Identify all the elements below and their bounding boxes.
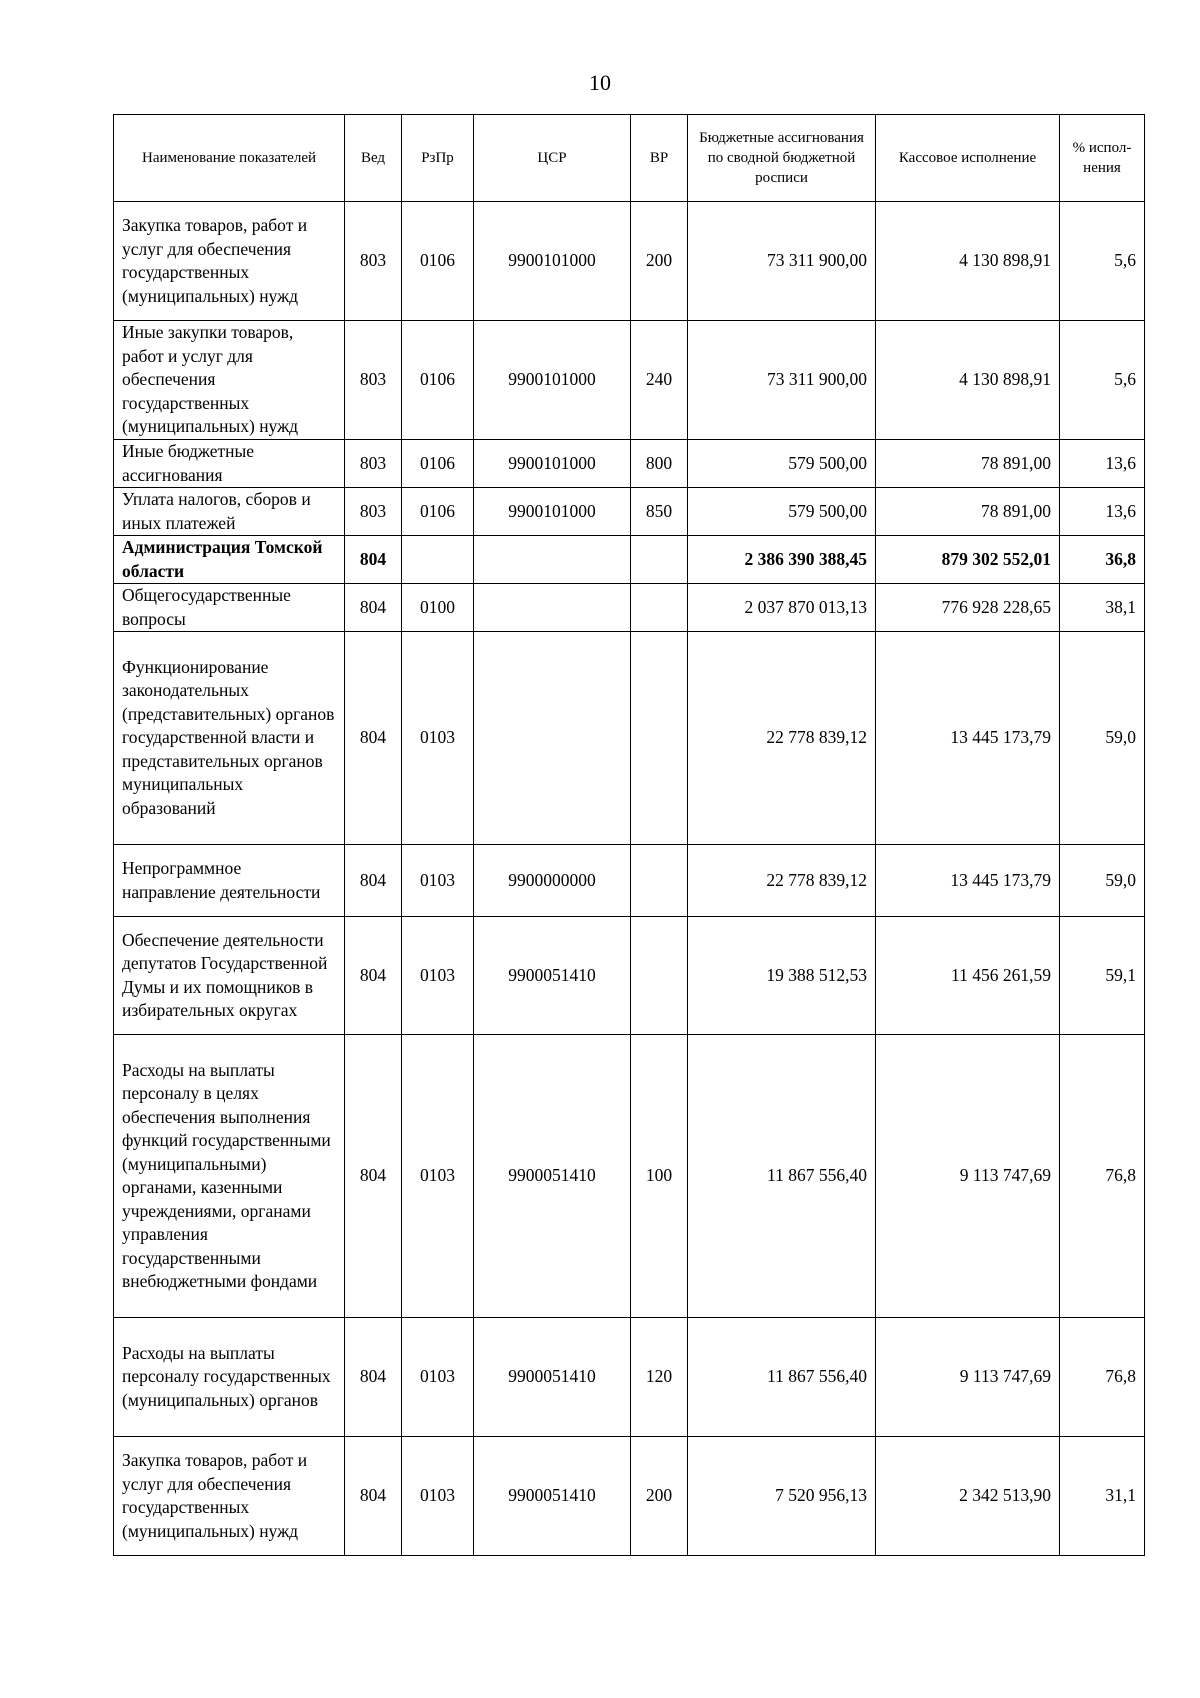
row-pct: 59,0 xyxy=(1060,632,1145,845)
row-budget: 11 867 556,40 xyxy=(688,1035,876,1318)
header-ved: Вед xyxy=(345,115,402,202)
row-csr: 9900051410 xyxy=(474,1437,631,1556)
table-row xyxy=(114,1318,1145,1437)
row-pct: 38,1 xyxy=(1060,584,1145,632)
table-row xyxy=(114,584,1145,632)
row-vr: 800 xyxy=(631,440,688,488)
row-csr xyxy=(474,632,631,845)
row-cash: 78 891,00 xyxy=(876,488,1060,536)
row-rzpr: 0103 xyxy=(402,1318,474,1437)
row-budget: 579 500,00 xyxy=(688,440,876,488)
row-name: Расходы на выплаты персоналу государственных (муниципальных) органов xyxy=(114,1318,345,1437)
row-rzpr: 0106 xyxy=(402,321,474,440)
row-csr: 9900101000 xyxy=(474,321,631,440)
row-rzpr: 0103 xyxy=(402,632,474,845)
row-pct: 5,6 xyxy=(1060,202,1145,321)
row-name: Функционирование законодательных (представительных) органов государственной власти и представительных органов муниципальных образований xyxy=(114,632,345,845)
row-csr: 9900000000 xyxy=(474,845,631,917)
row-ved: 803 xyxy=(345,440,402,488)
row-cash: 879 302 552,01 xyxy=(876,536,1060,584)
row-csr: 9900051410 xyxy=(474,1035,631,1318)
row-name: Закупка товаров, работ и услуг для обеспечения государственных (муниципальных) нужд xyxy=(114,1437,345,1556)
table-row xyxy=(114,321,1145,440)
row-budget: 579 500,00 xyxy=(688,488,876,536)
row-csr xyxy=(474,536,631,584)
row-name: Иные бюджетные ассигнования xyxy=(114,440,345,488)
budget-table xyxy=(113,114,1145,1556)
table-row xyxy=(114,917,1145,1035)
page-number: 10 xyxy=(589,70,611,95)
row-name: Уплата налогов, сборов и иных платежей xyxy=(114,488,345,536)
row-csr xyxy=(474,584,631,632)
row-budget: 19 388 512,53 xyxy=(688,917,876,1035)
row-cash: 9 113 747,69 xyxy=(876,1035,1060,1318)
table-row xyxy=(114,1437,1145,1556)
row-vr: 200 xyxy=(631,1437,688,1556)
table-header-row xyxy=(114,115,1145,202)
header-cash: Кассовое исполнение xyxy=(876,115,1060,202)
table-row xyxy=(114,845,1145,917)
row-vr: 240 xyxy=(631,321,688,440)
header-pct: % испол-нения xyxy=(1060,115,1145,202)
header-vr: ВР xyxy=(631,115,688,202)
row-ved: 803 xyxy=(345,488,402,536)
table-row xyxy=(114,440,1145,488)
row-budget: 2 386 390 388,45 xyxy=(688,536,876,584)
row-rzpr: 0106 xyxy=(402,202,474,321)
row-rzpr: 0106 xyxy=(402,440,474,488)
row-ved: 804 xyxy=(345,845,402,917)
row-budget: 73 311 900,00 xyxy=(688,202,876,321)
header-rzpr: РзПр xyxy=(402,115,474,202)
row-cash: 776 928 228,65 xyxy=(876,584,1060,632)
row-rzpr xyxy=(402,536,474,584)
row-rzpr: 0103 xyxy=(402,1437,474,1556)
table-row xyxy=(114,202,1145,321)
row-ved: 804 xyxy=(345,1035,402,1318)
row-ved: 804 xyxy=(345,536,402,584)
row-csr: 9900101000 xyxy=(474,488,631,536)
table-row xyxy=(114,536,1145,584)
header-csr: ЦСР xyxy=(474,115,631,202)
header-name: Наименование показателей xyxy=(114,115,345,202)
row-pct: 36,8 xyxy=(1060,536,1145,584)
row-rzpr: 0106 xyxy=(402,488,474,536)
row-pct: 59,1 xyxy=(1060,917,1145,1035)
row-pct: 31,1 xyxy=(1060,1437,1145,1556)
row-rzpr: 0103 xyxy=(402,917,474,1035)
row-budget: 22 778 839,12 xyxy=(688,845,876,917)
table-row xyxy=(114,1035,1145,1318)
row-ved: 804 xyxy=(345,1318,402,1437)
row-csr: 9900101000 xyxy=(474,202,631,321)
row-cash: 13 445 173,79 xyxy=(876,845,1060,917)
row-ved: 804 xyxy=(345,917,402,1035)
row-csr: 9900051410 xyxy=(474,1318,631,1437)
row-cash: 13 445 173,79 xyxy=(876,632,1060,845)
row-ved: 804 xyxy=(345,1437,402,1556)
row-name: Общегосударственные вопросы xyxy=(114,584,345,632)
row-name: Обеспечение деятельности депутатов Государственной Думы и их помощников в избирательных округах xyxy=(114,917,345,1035)
row-vr xyxy=(631,845,688,917)
row-budget: 11 867 556,40 xyxy=(688,1318,876,1437)
row-cash: 4 130 898,91 xyxy=(876,202,1060,321)
row-rzpr: 0100 xyxy=(402,584,474,632)
table-row xyxy=(114,488,1145,536)
row-budget: 7 520 956,13 xyxy=(688,1437,876,1556)
row-pct: 76,8 xyxy=(1060,1318,1145,1437)
row-vr: 200 xyxy=(631,202,688,321)
row-budget: 22 778 839,12 xyxy=(688,632,876,845)
header-budget: Бюджетные ассигнования по сводной бюджетной росписи xyxy=(688,115,876,202)
row-rzpr: 0103 xyxy=(402,845,474,917)
row-name: Расходы на выплаты персоналу в целях обеспечения выполнения функций государственными (муниципальными) органами, казенными учреждениями, органами управления государственными внебюджетными фондами xyxy=(114,1035,345,1318)
row-budget: 73 311 900,00 xyxy=(688,321,876,440)
table-row xyxy=(114,632,1145,845)
row-cash: 4 130 898,91 xyxy=(876,321,1060,440)
row-pct: 76,8 xyxy=(1060,1035,1145,1318)
row-vr: 120 xyxy=(631,1318,688,1437)
row-rzpr: 0103 xyxy=(402,1035,474,1318)
row-cash: 2 342 513,90 xyxy=(876,1437,1060,1556)
row-vr xyxy=(631,536,688,584)
row-cash: 78 891,00 xyxy=(876,440,1060,488)
row-pct: 59,0 xyxy=(1060,845,1145,917)
row-csr: 9900051410 xyxy=(474,917,631,1035)
row-pct: 5,6 xyxy=(1060,321,1145,440)
row-name: Администрация Томской области xyxy=(114,536,345,584)
row-pct: 13,6 xyxy=(1060,488,1145,536)
row-ved: 804 xyxy=(345,584,402,632)
row-name: Иные закупки товаров, работ и услуг для обеспечения государственных (муниципальных) нужд xyxy=(114,321,345,440)
row-ved: 804 xyxy=(345,632,402,845)
row-cash: 9 113 747,69 xyxy=(876,1318,1060,1437)
row-ved: 803 xyxy=(345,321,402,440)
row-ved: 803 xyxy=(345,202,402,321)
row-vr xyxy=(631,584,688,632)
row-vr: 100 xyxy=(631,1035,688,1318)
row-cash: 11 456 261,59 xyxy=(876,917,1060,1035)
row-pct: 13,6 xyxy=(1060,440,1145,488)
row-name: Непрограммное направление деятельности xyxy=(114,845,345,917)
row-vr xyxy=(631,917,688,1035)
row-csr: 9900101000 xyxy=(474,440,631,488)
row-name: Закупка товаров, работ и услуг для обеспечения государственных (муниципальных) нужд xyxy=(114,202,345,321)
row-vr xyxy=(631,632,688,845)
row-budget: 2 037 870 013,13 xyxy=(688,584,876,632)
row-vr: 850 xyxy=(631,488,688,536)
